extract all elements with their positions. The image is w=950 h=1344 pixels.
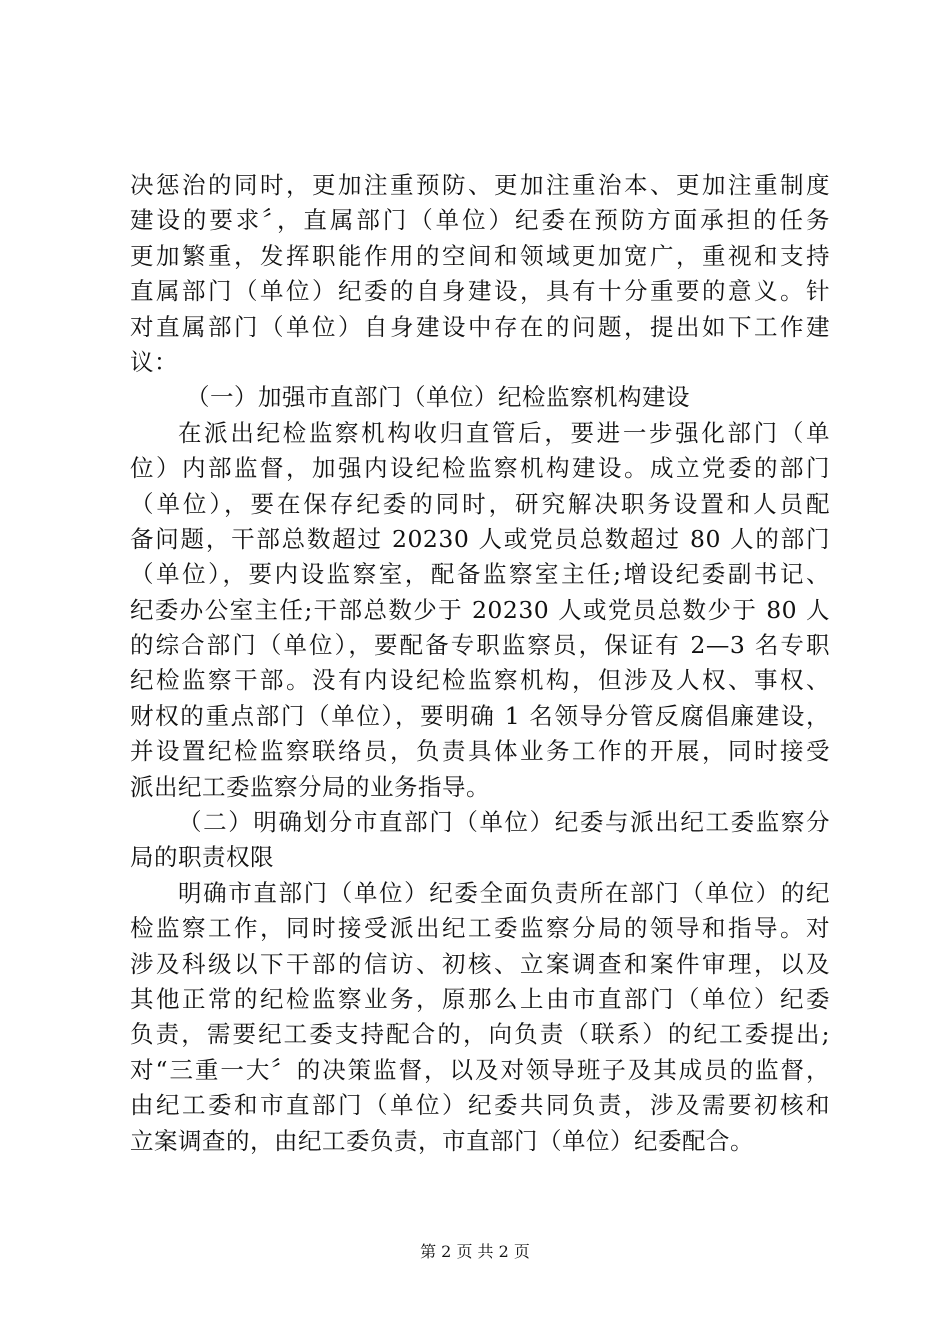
text-line: 由纪工委和市直部门（单位）纪委共同负责，涉及需要初核和 <box>130 1091 830 1120</box>
text-line: 其他正常的纪检监察业务，原那么上由市直部门（单位）纪委 <box>130 984 830 1013</box>
section-heading-cont: 局的职责权限 <box>130 843 274 872</box>
text-line: 纪检监察干部。没有内设纪检监察机构，但涉及人权、事权、 <box>130 666 830 695</box>
text-line: 决惩治的同时，更加注重预防、更加注重治本、更加注重制度 <box>130 171 830 199</box>
text-line: 财权的重点部门（单位），要明确 1 名领导分管反腐倡廉建设， <box>130 701 830 730</box>
text-line: 备问题，干部总数超过 20230 人或党员总数超过 80 人的部门 <box>130 524 830 553</box>
text-line: 的综合部门（单位），要配备专职监察员，保证有 2—3 名专职 <box>130 631 830 660</box>
text-line: 立案调查的，由纪工委负责，市直部门（单位）纪委配合。 <box>130 1126 754 1155</box>
text-line: 派出纪工委监察分局的业务指导。 <box>130 772 490 801</box>
text-line: 并设置纪检监察联络员，负责具体业务工作的开展，同时接受 <box>130 737 830 766</box>
text-line: 更加繁重，发挥职能作用的空间和领域更加宽广，重视和支持 <box>130 241 830 270</box>
text-line: 议： <box>130 347 178 376</box>
text-line: 负责，需要纪工委支持配合的，向负责（联系）的纪工委提出; <box>130 1020 830 1049</box>
section-heading: （二）明确划分市直部门（单位）纪委与派出纪工委监察分 <box>178 808 830 837</box>
text-line: 对直属部门（单位）自身建设中存在的问题，提出如下工作建 <box>130 312 830 341</box>
text-line: 涉及科级以下干部的信访、初核、立案调查和案件审理，以及 <box>130 949 830 978</box>
text-line: 对“三重一大〞的决策监督，以及对领导班子及其成员的监督， <box>130 1055 830 1084</box>
text-line: 在派出纪检监察机构收归直管后，要进一步强化部门（单 <box>178 418 830 447</box>
text-line: 明确市直部门（单位）纪委全面负责所在部门（单位）的纪 <box>178 878 830 907</box>
text-line: （单位），要在保存纪委的同时，研究解决职务设置和人员配 <box>130 489 830 518</box>
text-line: 建设的要求〞，直属部门（单位）纪委在预防方面承担的任务 <box>130 206 830 235</box>
document-body <box>130 168 830 1159</box>
text-line: （单位），要内设监察室，配备监察室主任;增设纪委副书记、 <box>130 560 830 589</box>
section-heading: （一）加强市直部门（单位）纪检监察机构建设 <box>186 383 690 412</box>
text-line: 位）内部监督，加强内设纪检监察机构建设。成立党委的部门 <box>130 454 830 483</box>
text-line: 检监察工作，同时接受派出纪工委监察分局的领导和指导。对 <box>130 914 830 943</box>
page-footer: 第 2 页 共 2 页 <box>420 1242 530 1261</box>
text-line: 纪委办公室主任;干部总数少于 20230 人或党员总数少于 80 人 <box>130 595 830 624</box>
text-line: 直属部门（单位）纪委的自身建设，具有十分重要的意义。针 <box>130 277 830 306</box>
